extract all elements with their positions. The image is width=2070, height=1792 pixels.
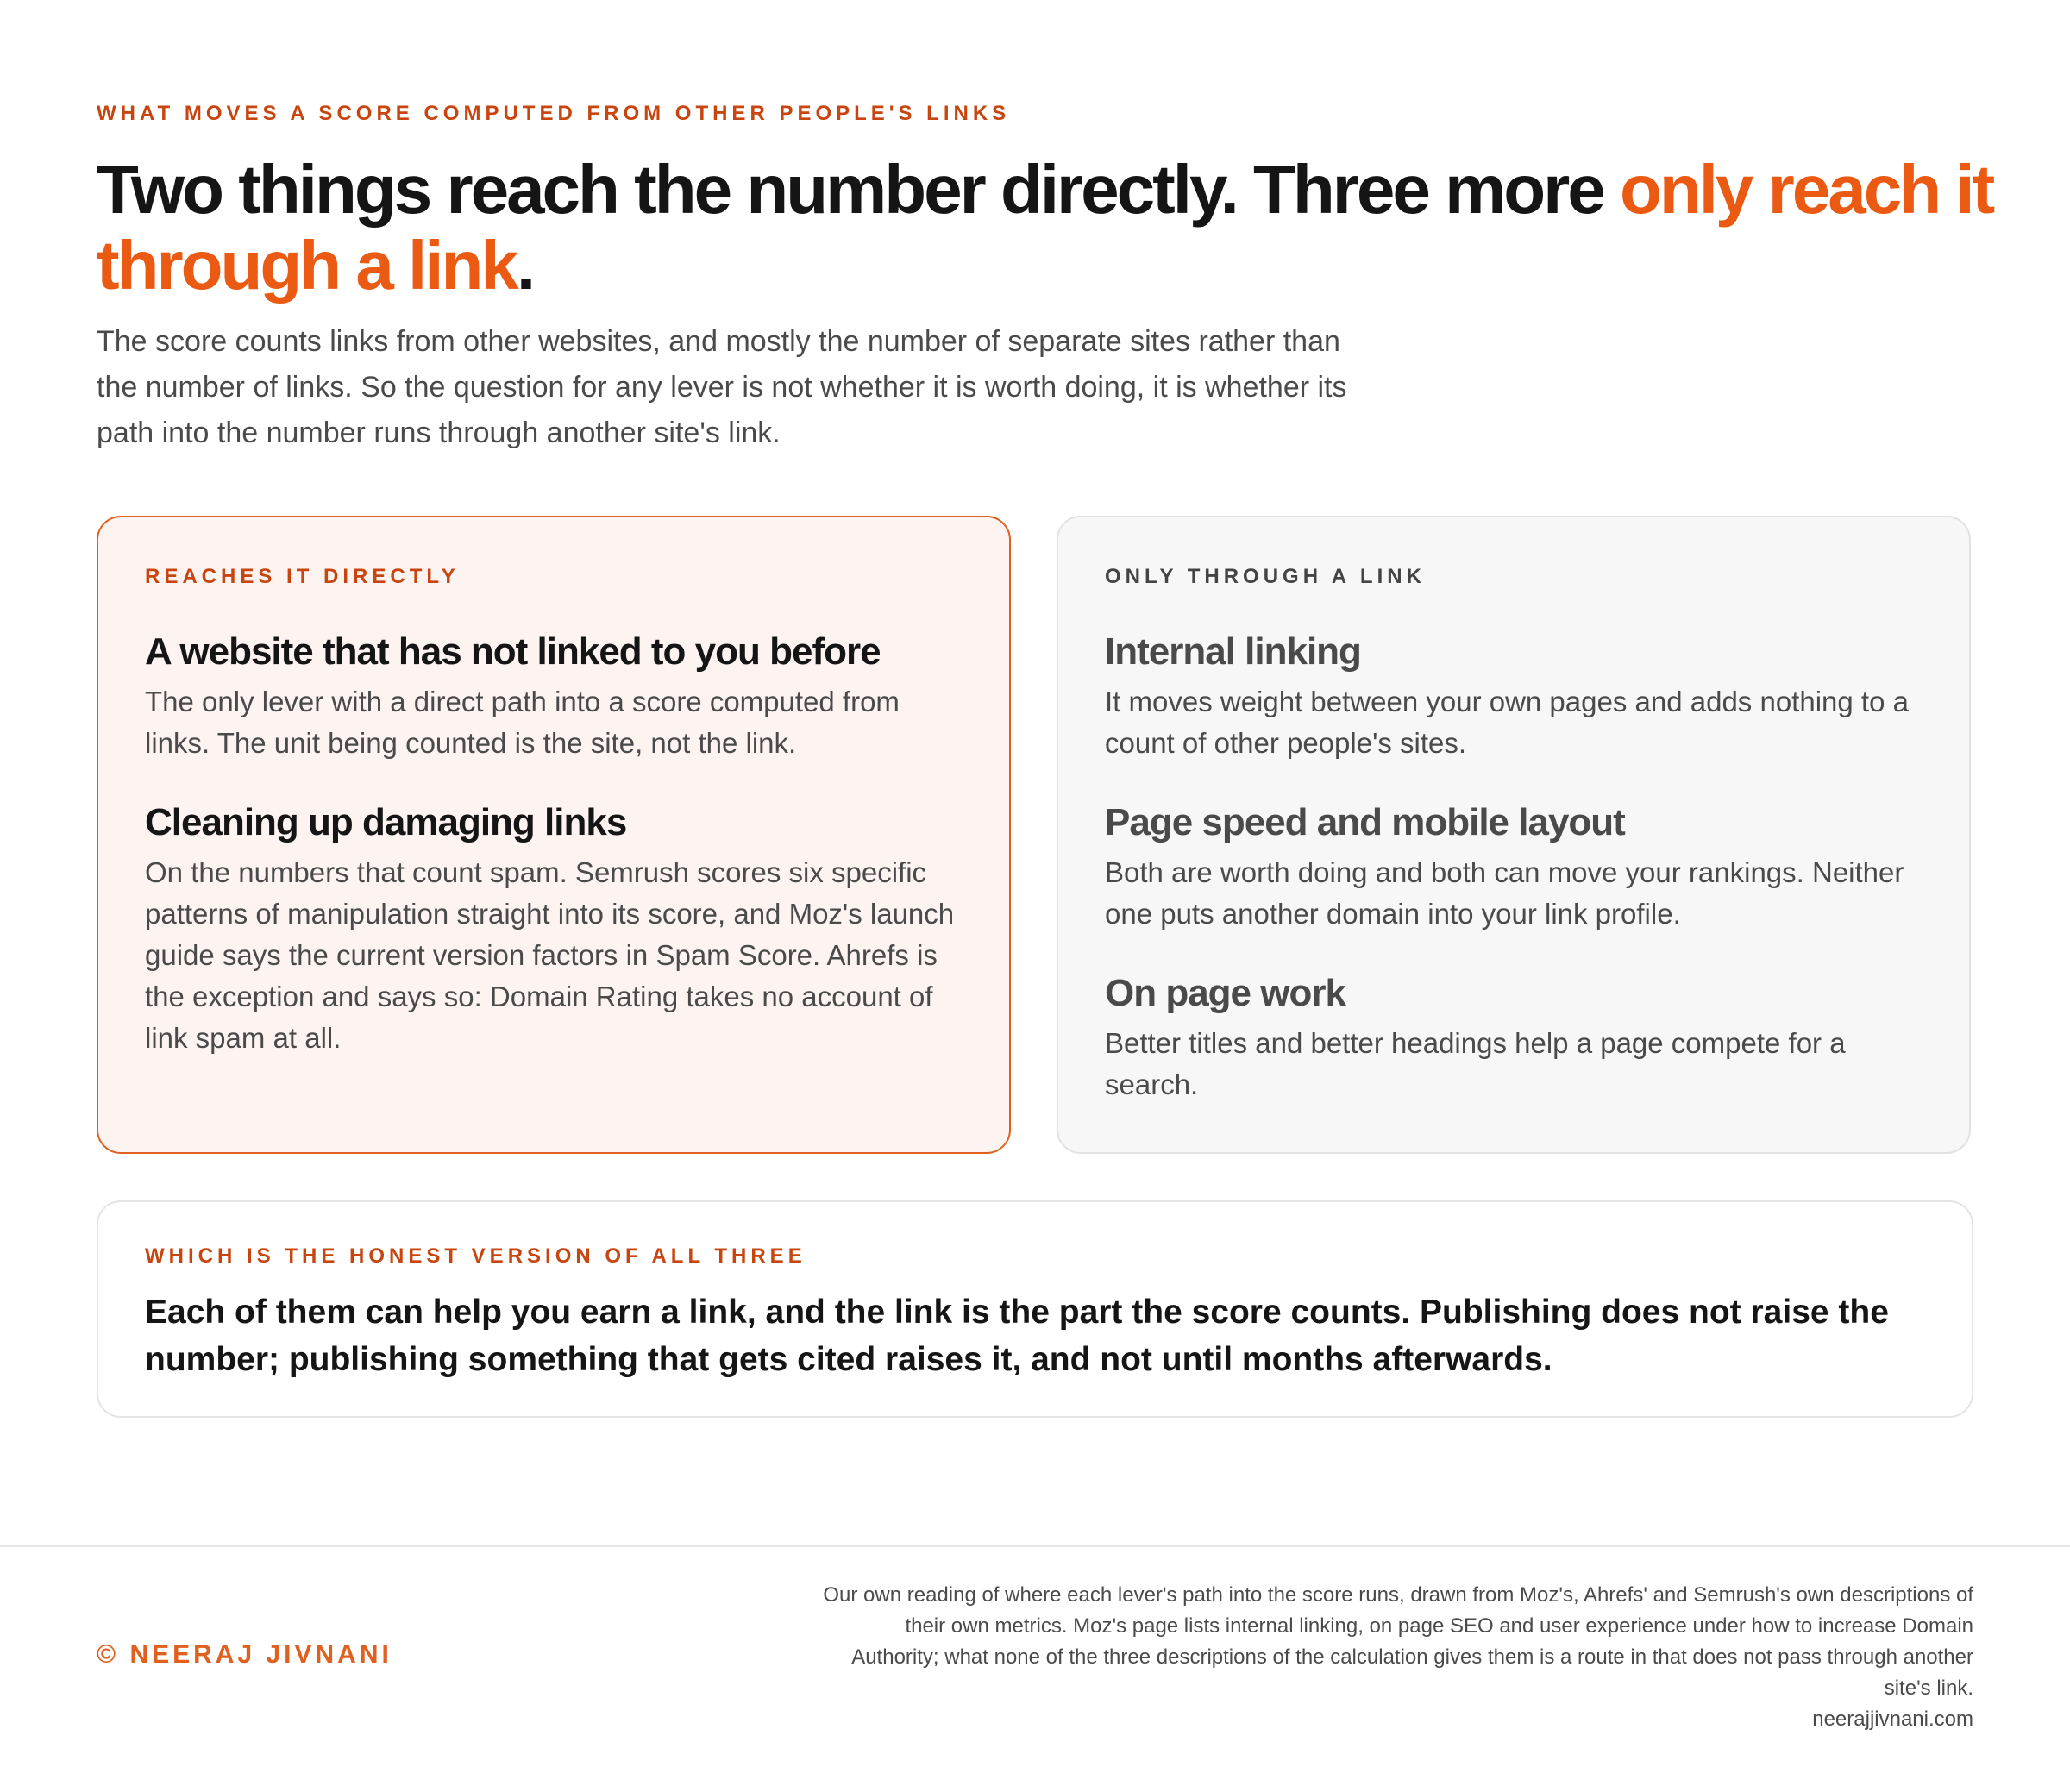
copyright-notice: © NEERAJ JIVNANI <box>97 1640 392 1669</box>
honest-statement: Each of them can help you earn a link, and the link is the part the score counts. Publishing does not raise the number; publishing something that gets cited raises it, and not until months afterwards. <box>145 1294 1889 1378</box>
reaches-directly-card <box>97 516 1011 1154</box>
lever-item <box>1105 630 1923 764</box>
intro-paragraph: The score counts links from other websites, and mostly the number of separate sites rather than the number of links. So the question for any lever is not whether it is worth doing, it is whether its path into the number runs through another site's link. <box>97 325 1347 449</box>
lever-description: The only lever with a direct path into a score computed from links. The unit being counted is the site, not the link. <box>145 686 900 759</box>
headline-main: Two things reach the number directly. Three more <box>97 151 1620 228</box>
lever-description: It moves weight between your own pages and adds nothing to a count of other people's sites. <box>1105 686 1909 759</box>
headline-accent: only reach it through a link <box>97 151 1993 304</box>
card-label-direct: REACHES IT DIRECTLY <box>145 565 460 588</box>
honest-version-card <box>97 1200 1973 1418</box>
lever-title: Cleaning up damaging links <box>145 801 627 843</box>
lever-title: Page speed and mobile layout <box>1105 801 1625 843</box>
lever-item <box>145 630 963 764</box>
footer-divider <box>0 1545 2070 1547</box>
eyebrow-label: WHAT MOVES A SCORE COMPUTED FROM OTHER PEOPLE'S LINKS <box>97 102 1011 125</box>
only-through-link-card <box>1057 516 1971 1154</box>
honest-label: WHICH IS THE HONEST VERSION OF ALL THREE <box>145 1244 806 1268</box>
lever-description: Better titles and better headings help a page compete for a search. <box>1105 1027 1846 1100</box>
page-headline <box>97 152 1994 304</box>
lever-item <box>1105 971 1923 1106</box>
lever-title: Internal linking <box>1105 630 1361 673</box>
lever-description: Both are worth doing and both can move your rankings. Neither one puts another domain into your link profile. <box>1105 856 1904 930</box>
lever-description: On the numbers that count spam. Semrush scores six specific patterns of manipulation straight into its score, and Moz's launch guide says the current version factors in Spam Score. Ahrefs is the exception and says so: Domain Rating takes no account of link spam at all. <box>145 856 955 1054</box>
lever-item <box>1105 800 1923 935</box>
card-label-link: ONLY THROUGH A LINK <box>1105 565 1426 588</box>
lever-title: On page work <box>1105 972 1346 1014</box>
site-url[interactable]: neerajjivnani.com <box>1812 1707 1973 1731</box>
lever-item <box>145 800 963 1059</box>
lever-title: A website that has not linked to you before <box>145 630 881 673</box>
headline-end: . <box>516 227 534 304</box>
source-footnote: Our own reading of where each lever's path into the score runs, drawn from Moz's, Ahrefs' and Semrush's own descriptions of their own metrics. Moz's page lists internal linking, on page SEO and user experience under how to increase Domain Authority; what none of the three descriptions of the calculation gives them is a route in that does not pass through another site's link. <box>823 1583 1973 1700</box>
